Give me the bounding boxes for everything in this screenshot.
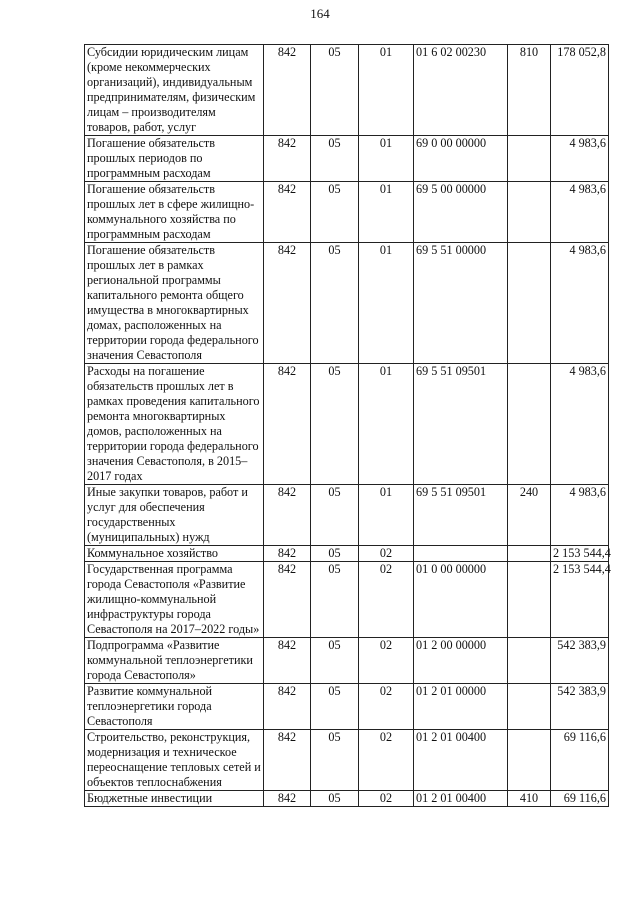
row-section-cell: 05 bbox=[311, 684, 359, 730]
table-row bbox=[85, 684, 609, 730]
row-name-cell: Бюджетные инвестиции bbox=[85, 791, 264, 807]
row-expense-type-cell: 810 bbox=[508, 45, 551, 136]
table-row bbox=[85, 243, 609, 364]
row-amount-cell: 2 153 544,4 bbox=[551, 546, 609, 562]
row-amount-cell: 4 983,6 bbox=[551, 364, 609, 485]
table-row bbox=[85, 546, 609, 562]
row-grbs-cell: 842 bbox=[264, 546, 311, 562]
table-row bbox=[85, 730, 609, 791]
row-target-item-cell: 01 2 01 00000 bbox=[414, 684, 508, 730]
row-section-cell: 05 bbox=[311, 136, 359, 182]
row-subsection-cell: 01 bbox=[359, 136, 414, 182]
row-expense-type-cell bbox=[508, 684, 551, 730]
budget-table-body bbox=[85, 45, 609, 807]
row-subsection-cell: 01 bbox=[359, 485, 414, 546]
row-target-item-cell: 01 0 00 00000 bbox=[414, 562, 508, 638]
row-name-cell: Государственная программа города Севастополя «Развитие жилищно-коммунальной инфраструктуры города Севастополя на 2017–2022 годы» bbox=[85, 562, 264, 638]
row-grbs-cell: 842 bbox=[264, 791, 311, 807]
row-section-cell: 05 bbox=[311, 730, 359, 791]
row-expense-type-cell bbox=[508, 182, 551, 243]
table-row bbox=[85, 562, 609, 638]
row-name-cell: Погашение обязательств прошлых периодов по программным расходам bbox=[85, 136, 264, 182]
row-expense-type-cell: 410 bbox=[508, 791, 551, 807]
row-grbs-cell: 842 bbox=[264, 562, 311, 638]
row-expense-type-cell bbox=[508, 730, 551, 791]
row-amount-cell: 4 983,6 bbox=[551, 182, 609, 243]
table-row bbox=[85, 791, 609, 807]
row-grbs-cell: 842 bbox=[264, 182, 311, 243]
row-name-cell: Субсидии юридическим лицам (кроме некоммерческих организаций), индивидуальным предпринимателям, физическим лицам – производителям товаров, работ, услуг bbox=[85, 45, 264, 136]
row-name-cell: Иные закупки товаров, работ и услуг для обеспечения государственных (муниципальных) нужд bbox=[85, 485, 264, 546]
row-name-cell: Развитие коммунальной теплоэнергетики города Севастополя bbox=[85, 684, 264, 730]
row-subsection-cell: 02 bbox=[359, 546, 414, 562]
row-section-cell: 05 bbox=[311, 182, 359, 243]
row-target-item-cell: 69 5 51 09501 bbox=[414, 364, 508, 485]
budget-table bbox=[84, 44, 609, 807]
row-grbs-cell: 842 bbox=[264, 730, 311, 791]
table-row bbox=[85, 364, 609, 485]
row-target-item-cell: 69 0 00 00000 bbox=[414, 136, 508, 182]
row-section-cell: 05 bbox=[311, 638, 359, 684]
row-section-cell: 05 bbox=[311, 485, 359, 546]
row-name-cell: Строительство, реконструкция, модернизация и техническое переоснащение тепловых сетей и объектов теплоснабжения bbox=[85, 730, 264, 791]
row-section-cell: 05 bbox=[311, 546, 359, 562]
row-target-item-cell: 69 5 00 00000 bbox=[414, 182, 508, 243]
row-amount-cell: 178 052,8 bbox=[551, 45, 609, 136]
table-row bbox=[85, 182, 609, 243]
row-name-cell: Погашение обязательств прошлых лет в сфере жилищно-коммунального хозяйства по программным расходам bbox=[85, 182, 264, 243]
row-amount-cell: 2 153 544,4 bbox=[551, 562, 609, 638]
row-target-item-cell: 01 6 02 00230 bbox=[414, 45, 508, 136]
row-section-cell: 05 bbox=[311, 243, 359, 364]
row-subsection-cell: 02 bbox=[359, 791, 414, 807]
row-expense-type-cell bbox=[508, 136, 551, 182]
row-amount-cell: 4 983,6 bbox=[551, 243, 609, 364]
row-target-item-cell: 01 2 00 00000 bbox=[414, 638, 508, 684]
row-amount-cell: 69 116,6 bbox=[551, 791, 609, 807]
row-subsection-cell: 01 bbox=[359, 243, 414, 364]
row-subsection-cell: 02 bbox=[359, 638, 414, 684]
row-section-cell: 05 bbox=[311, 364, 359, 485]
row-expense-type-cell bbox=[508, 546, 551, 562]
row-name-cell: Расходы на погашение обязательств прошлых лет в рамках проведения капитального ремонта многоквартирных домов, расположенных на территории города федерального значения Севастополя, в 2015–2017 годах bbox=[85, 364, 264, 485]
row-amount-cell: 4 983,6 bbox=[551, 485, 609, 546]
row-section-cell: 05 bbox=[311, 791, 359, 807]
row-target-item-cell bbox=[414, 546, 508, 562]
row-amount-cell: 4 983,6 bbox=[551, 136, 609, 182]
table-row bbox=[85, 485, 609, 546]
row-target-item-cell: 69 5 51 09501 bbox=[414, 485, 508, 546]
row-grbs-cell: 842 bbox=[264, 684, 311, 730]
row-subsection-cell: 01 bbox=[359, 45, 414, 136]
row-grbs-cell: 842 bbox=[264, 45, 311, 136]
row-subsection-cell: 01 bbox=[359, 364, 414, 485]
row-section-cell: 05 bbox=[311, 562, 359, 638]
row-target-item-cell: 01 2 01 00400 bbox=[414, 730, 508, 791]
table-row bbox=[85, 45, 609, 136]
row-name-cell: Погашение обязательств прошлых лет в рамках региональной программы капитального ремонта общего имущества в многоквартирных домах, расположенных на территории города федерального значения Севастополя bbox=[85, 243, 264, 364]
table-row bbox=[85, 638, 609, 684]
row-name-cell: Подпрограмма «Развитие коммунальной теплоэнергетики города Севастополя» bbox=[85, 638, 264, 684]
row-target-item-cell: 69 5 51 00000 bbox=[414, 243, 508, 364]
row-grbs-cell: 842 bbox=[264, 638, 311, 684]
row-subsection-cell: 02 bbox=[359, 684, 414, 730]
row-expense-type-cell: 240 bbox=[508, 485, 551, 546]
row-expense-type-cell bbox=[508, 243, 551, 364]
row-expense-type-cell bbox=[508, 638, 551, 684]
row-expense-type-cell bbox=[508, 364, 551, 485]
page-number: 164 bbox=[310, 6, 330, 21]
row-grbs-cell: 842 bbox=[264, 485, 311, 546]
row-subsection-cell: 01 bbox=[359, 182, 414, 243]
row-subsection-cell: 02 bbox=[359, 730, 414, 791]
row-section-cell: 05 bbox=[311, 45, 359, 136]
row-grbs-cell: 842 bbox=[264, 243, 311, 364]
row-name-cell: Коммунальное хозяйство bbox=[85, 546, 264, 562]
row-target-item-cell: 01 2 01 00400 bbox=[414, 791, 508, 807]
row-expense-type-cell bbox=[508, 562, 551, 638]
row-subsection-cell: 02 bbox=[359, 562, 414, 638]
table-row bbox=[85, 136, 609, 182]
row-amount-cell: 69 116,6 bbox=[551, 730, 609, 791]
row-amount-cell: 542 383,9 bbox=[551, 638, 609, 684]
row-grbs-cell: 842 bbox=[264, 364, 311, 485]
row-grbs-cell: 842 bbox=[264, 136, 311, 182]
row-amount-cell: 542 383,9 bbox=[551, 684, 609, 730]
